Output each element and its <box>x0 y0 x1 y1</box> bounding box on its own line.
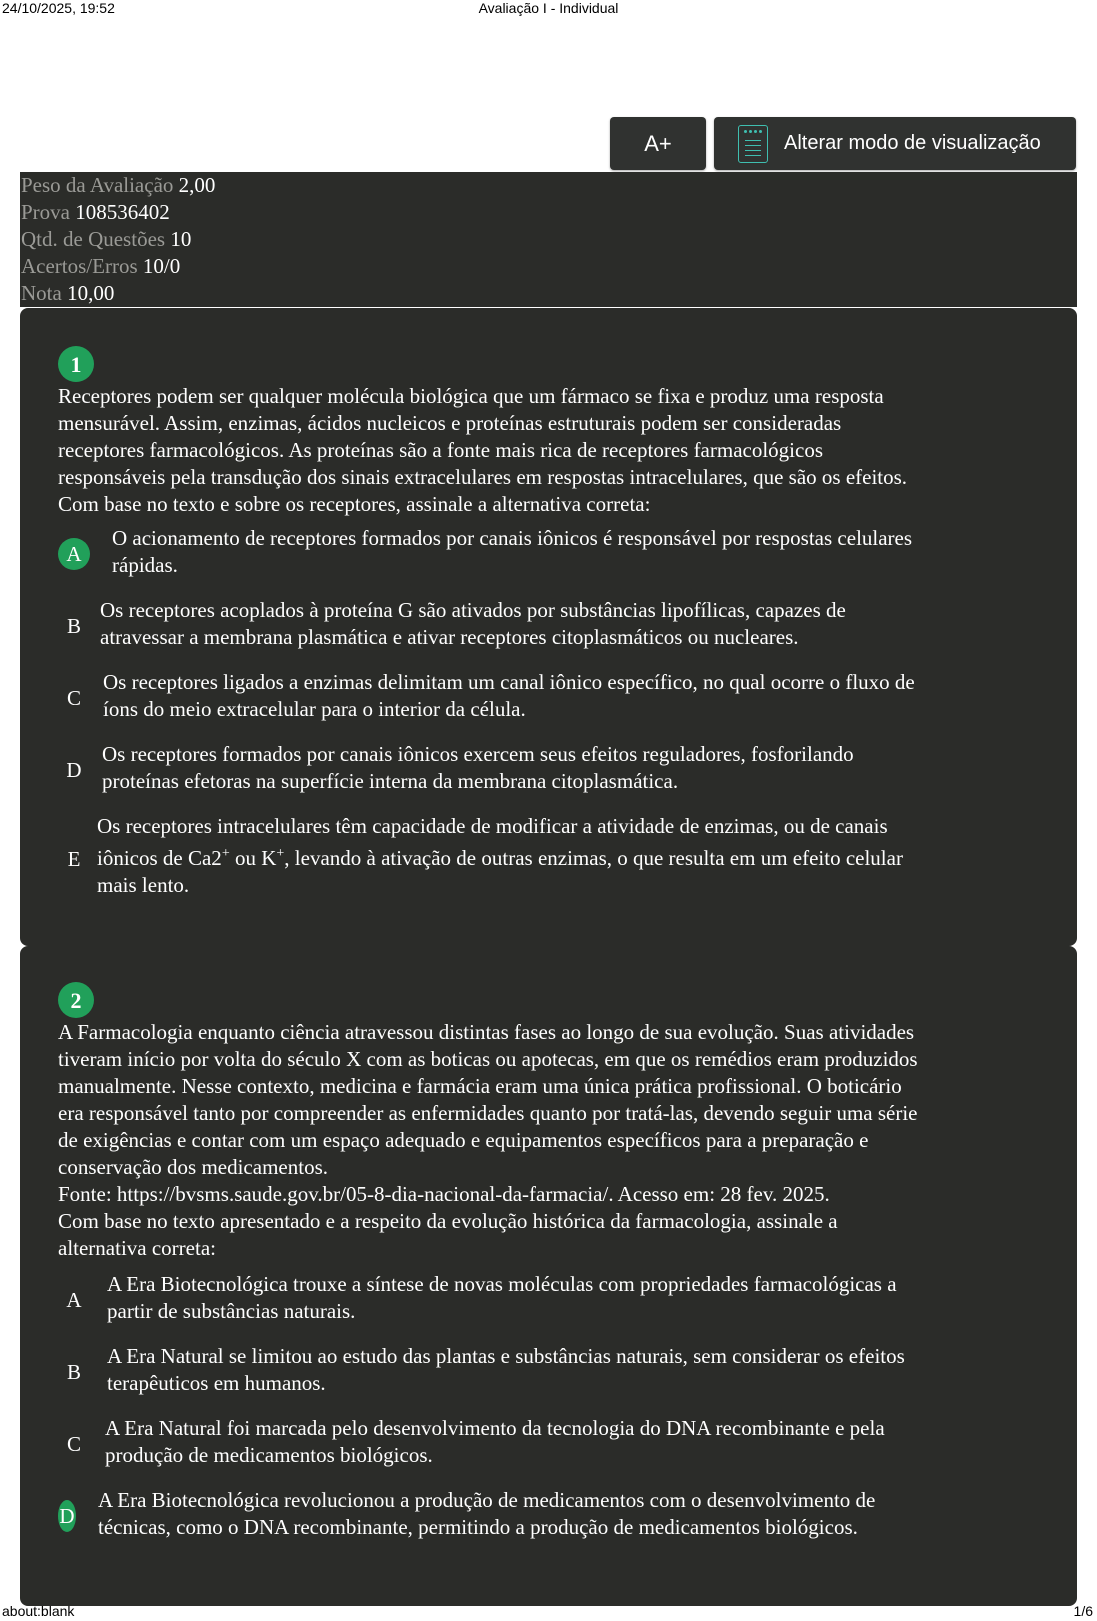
option-letter-correct: D <box>58 1500 76 1532</box>
option-fragment: iônicos de Ca2 <box>97 846 222 870</box>
option-line: terapêuticos em humanos. <box>107 1371 326 1395</box>
score-value: 10/0 <box>142 254 181 278</box>
statement-line: de exigências e contar com um espaço adequado e equipamentos específicos para a preparação e <box>58 1128 869 1152</box>
summary-score <box>20 253 1077 280</box>
statement-line: conservação dos medicamentos. <box>58 1155 328 1179</box>
questions-value: 10 <box>170 227 192 251</box>
statement-line: manualmente. Nesse contexto, medicina e farmácia eram uma única prática profissional. O boticário <box>58 1074 902 1098</box>
summary-weight <box>20 172 1077 199</box>
option-line: proteínas efetoras na superfície interna da membrana citoplasmática. <box>102 769 679 793</box>
change-view-mode-button[interactable] <box>714 117 1076 170</box>
statement-line: Receptores podem ser qualquer molécula biológica que um fármaco se fixa e produz uma resposta <box>58 384 884 408</box>
option-letter: A <box>66 1287 82 1312</box>
print-page-number: 1/6 <box>1073 1603 1093 1619</box>
option-line: O acionamento de receptores formados por canais iônicos é responsável por respostas celulares <box>112 526 913 550</box>
print-datetime: 24/10/2025, 19:52 <box>2 0 115 16</box>
option-text <box>107 1343 905 1397</box>
print-header <box>0 0 1097 16</box>
exam-summary <box>20 172 1077 307</box>
option-fragment: , levando à ativação de outras enzimas, o que resulta em um efeito celular <box>284 846 903 870</box>
option-text <box>112 525 912 579</box>
option-text <box>107 1271 897 1325</box>
option-text <box>103 669 915 723</box>
option-text <box>98 1487 875 1541</box>
option-line <box>97 845 903 872</box>
option-line: íons do meio extracelular para o interior da célula. <box>103 697 526 721</box>
question-statement <box>58 1019 1058 1262</box>
option-letter: C <box>66 1431 81 1456</box>
question-card <box>20 946 1077 1606</box>
option-line: A Era Natural se limitou ao estudo das plantas e substâncias naturais, sem considerar os efeitos <box>107 1344 905 1368</box>
option-line: Os receptores acoplados à proteína G são ativados por substâncias lipofílicas, capazes de <box>100 598 846 622</box>
option-line: técnicas, como o DNA recombinante, permitindo a produção de medicamentos biológicos. <box>98 1515 858 1539</box>
print-url: about:blank <box>2 1603 75 1619</box>
option-line: partir de substâncias naturais. <box>107 1299 356 1323</box>
statement-line: responsáveis pela transdução dos sinais extracelulares em respostas intracelulares, que são os efeitos. <box>58 465 908 489</box>
question-statement <box>58 383 1058 518</box>
summary-grade <box>20 280 1077 307</box>
weight-label: Peso da Avaliação <box>21 173 174 197</box>
statement-line: mensurável. Assim, enzimas, ácidos nucleicos e proteínas estruturais podem ser consideradas <box>58 411 842 435</box>
increase-font-button[interactable] <box>610 117 706 170</box>
option-line: A Era Biotecnológica revolucionou a produção de medicamentos com o desenvolvimento de <box>98 1488 876 1512</box>
option-line: A Era Natural foi marcada pelo desenvolvimento da tecnologia do DNA recombinante e pela <box>105 1416 885 1440</box>
option-letter: C <box>66 685 81 710</box>
option-line: Os receptores intracelulares têm capacidade de modificar a atividade de enzimas, ou de canais <box>97 814 888 838</box>
weight-value: 2,00 <box>178 173 216 197</box>
option-letter: B <box>66 1359 81 1384</box>
source-line: Fonte: https://bvsms.saude.gov.br/05-8-dia-nacional-da-farmacia/. Acesso em: 28 fev. 2025. <box>58 1182 830 1206</box>
option-text <box>105 1415 885 1469</box>
option-letter: B <box>66 613 81 638</box>
questions-label: Qtd. de Questões <box>21 227 166 251</box>
question-number-badge: 2 <box>58 982 94 1018</box>
document-list-icon <box>738 125 768 163</box>
change-view-mode-label: Alterar modo de visualização <box>784 132 1041 154</box>
statement-line: era responsável tanto por compreender as enfermidades quanto por tratá-las, devendo seguir uma série <box>58 1101 918 1125</box>
statement-line: tiveram início por volta do século X com as boticas ou apotecas, em que os remédios eram produzidos <box>58 1047 918 1071</box>
increase-font-label: A+ <box>644 130 672 156</box>
print-doc-title: Avaliação I - Individual <box>478 0 619 16</box>
statement-line: alternativa correta: <box>58 1236 216 1260</box>
option-text <box>102 741 854 795</box>
option-text <box>100 597 846 651</box>
option-line: Os receptores ligados a enzimas delimitam um canal iônico específico, no qual ocorre o fluxo de <box>103 670 915 694</box>
option-line: produção de medicamentos biológicos. <box>105 1443 433 1467</box>
superscript: + <box>221 846 230 861</box>
question-card <box>20 308 1077 946</box>
exam-label: Prova <box>21 200 70 224</box>
grade-value: 10,00 <box>67 281 115 305</box>
statement-line: Com base no texto e sobre os receptores, assinale a alternativa correta: <box>58 492 651 516</box>
option-letter-correct: A <box>58 538 90 570</box>
score-label: Acertos/Erros <box>21 254 138 278</box>
option-line: Os receptores formados por canais iônicos exercem seus efeitos reguladores, fosforilando <box>102 742 854 766</box>
superscript: + <box>276 846 285 861</box>
grade-label: Nota <box>21 281 62 305</box>
summary-questions <box>20 226 1077 253</box>
exam-value: 108536402 <box>75 200 170 224</box>
option-line: atravessar a membrana plasmática e ativar receptores citoplasmáticos ou nucleares. <box>100 625 799 649</box>
statement-line: receptores farmacológicos. As proteínas são a fonte mais rica de receptores farmacológicos <box>58 438 824 462</box>
option-line: mais lento. <box>97 873 190 897</box>
statement-line: Com base no texto apresentado e a respeito da evolução histórica da farmacologia, assinale a <box>58 1209 838 1233</box>
option-letter: E <box>67 846 81 871</box>
option-letter: D <box>66 757 82 782</box>
option-line: A Era Biotecnológica trouxe a síntese de novas moléculas com propriedades farmacológicas a <box>107 1272 897 1296</box>
option-text <box>97 813 903 899</box>
print-footer <box>0 1603 1097 1621</box>
statement-line: A Farmacologia enquanto ciência atravessou distintas fases ao longo de sua evolução. Suas atividades <box>58 1020 915 1044</box>
option-fragment: ou K <box>229 846 277 870</box>
option-line: rápidas. <box>112 553 178 577</box>
question-number-badge: 1 <box>58 346 94 382</box>
summary-exam <box>20 199 1077 226</box>
